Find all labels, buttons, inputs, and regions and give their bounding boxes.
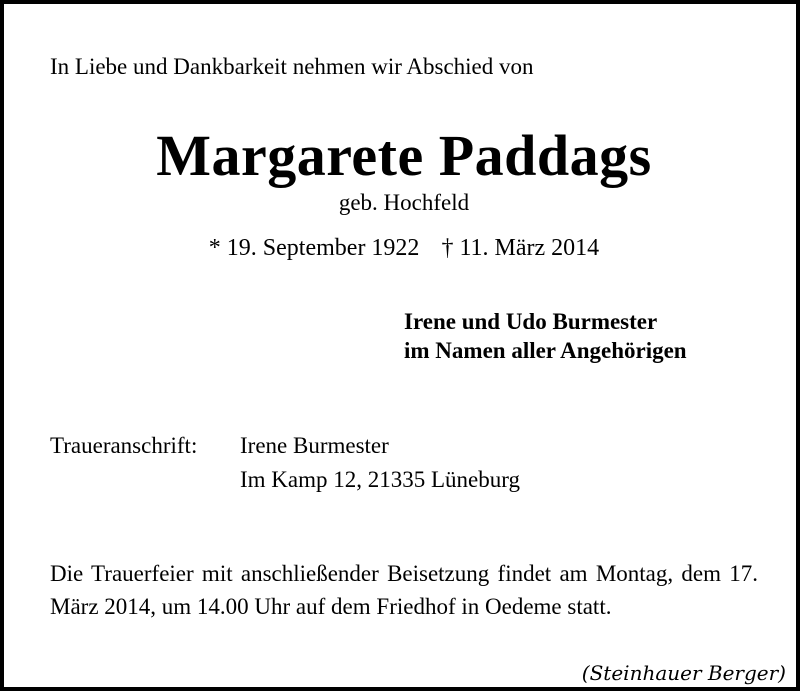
undertaker-signature: (Steinhauer Berger) [581,661,786,685]
address-street: Im Kamp 12, 21335 Lüneburg [240,467,521,492]
address-label: Traueranschrift: [50,433,198,458]
birth-name: geb. Hochfeld [338,190,470,215]
address-name: Irene Burmester [240,433,389,458]
mourners-names: Irene und Udo Burmester [404,309,658,334]
life-dates [4,235,800,262]
birth-date: * 19. September 1922 [208,235,420,261]
deceased-name: Margarete Paddags [156,123,652,188]
intro-text: In Liebe und Dankbarkeit nehmen wir Abschied von [50,54,534,79]
funeral-service-text: Die Trauerfeier mit anschließender Beisetzung findet am Montag, dem 17. März 2014, um 14.00 Uhr auf dem Friedhof in Oedeme statt. [50,561,758,619]
mourners-block [404,307,687,365]
death-date: † 11. März 2014 [441,235,600,261]
mourners-family-line: im Namen aller Angehörigen [404,338,687,363]
